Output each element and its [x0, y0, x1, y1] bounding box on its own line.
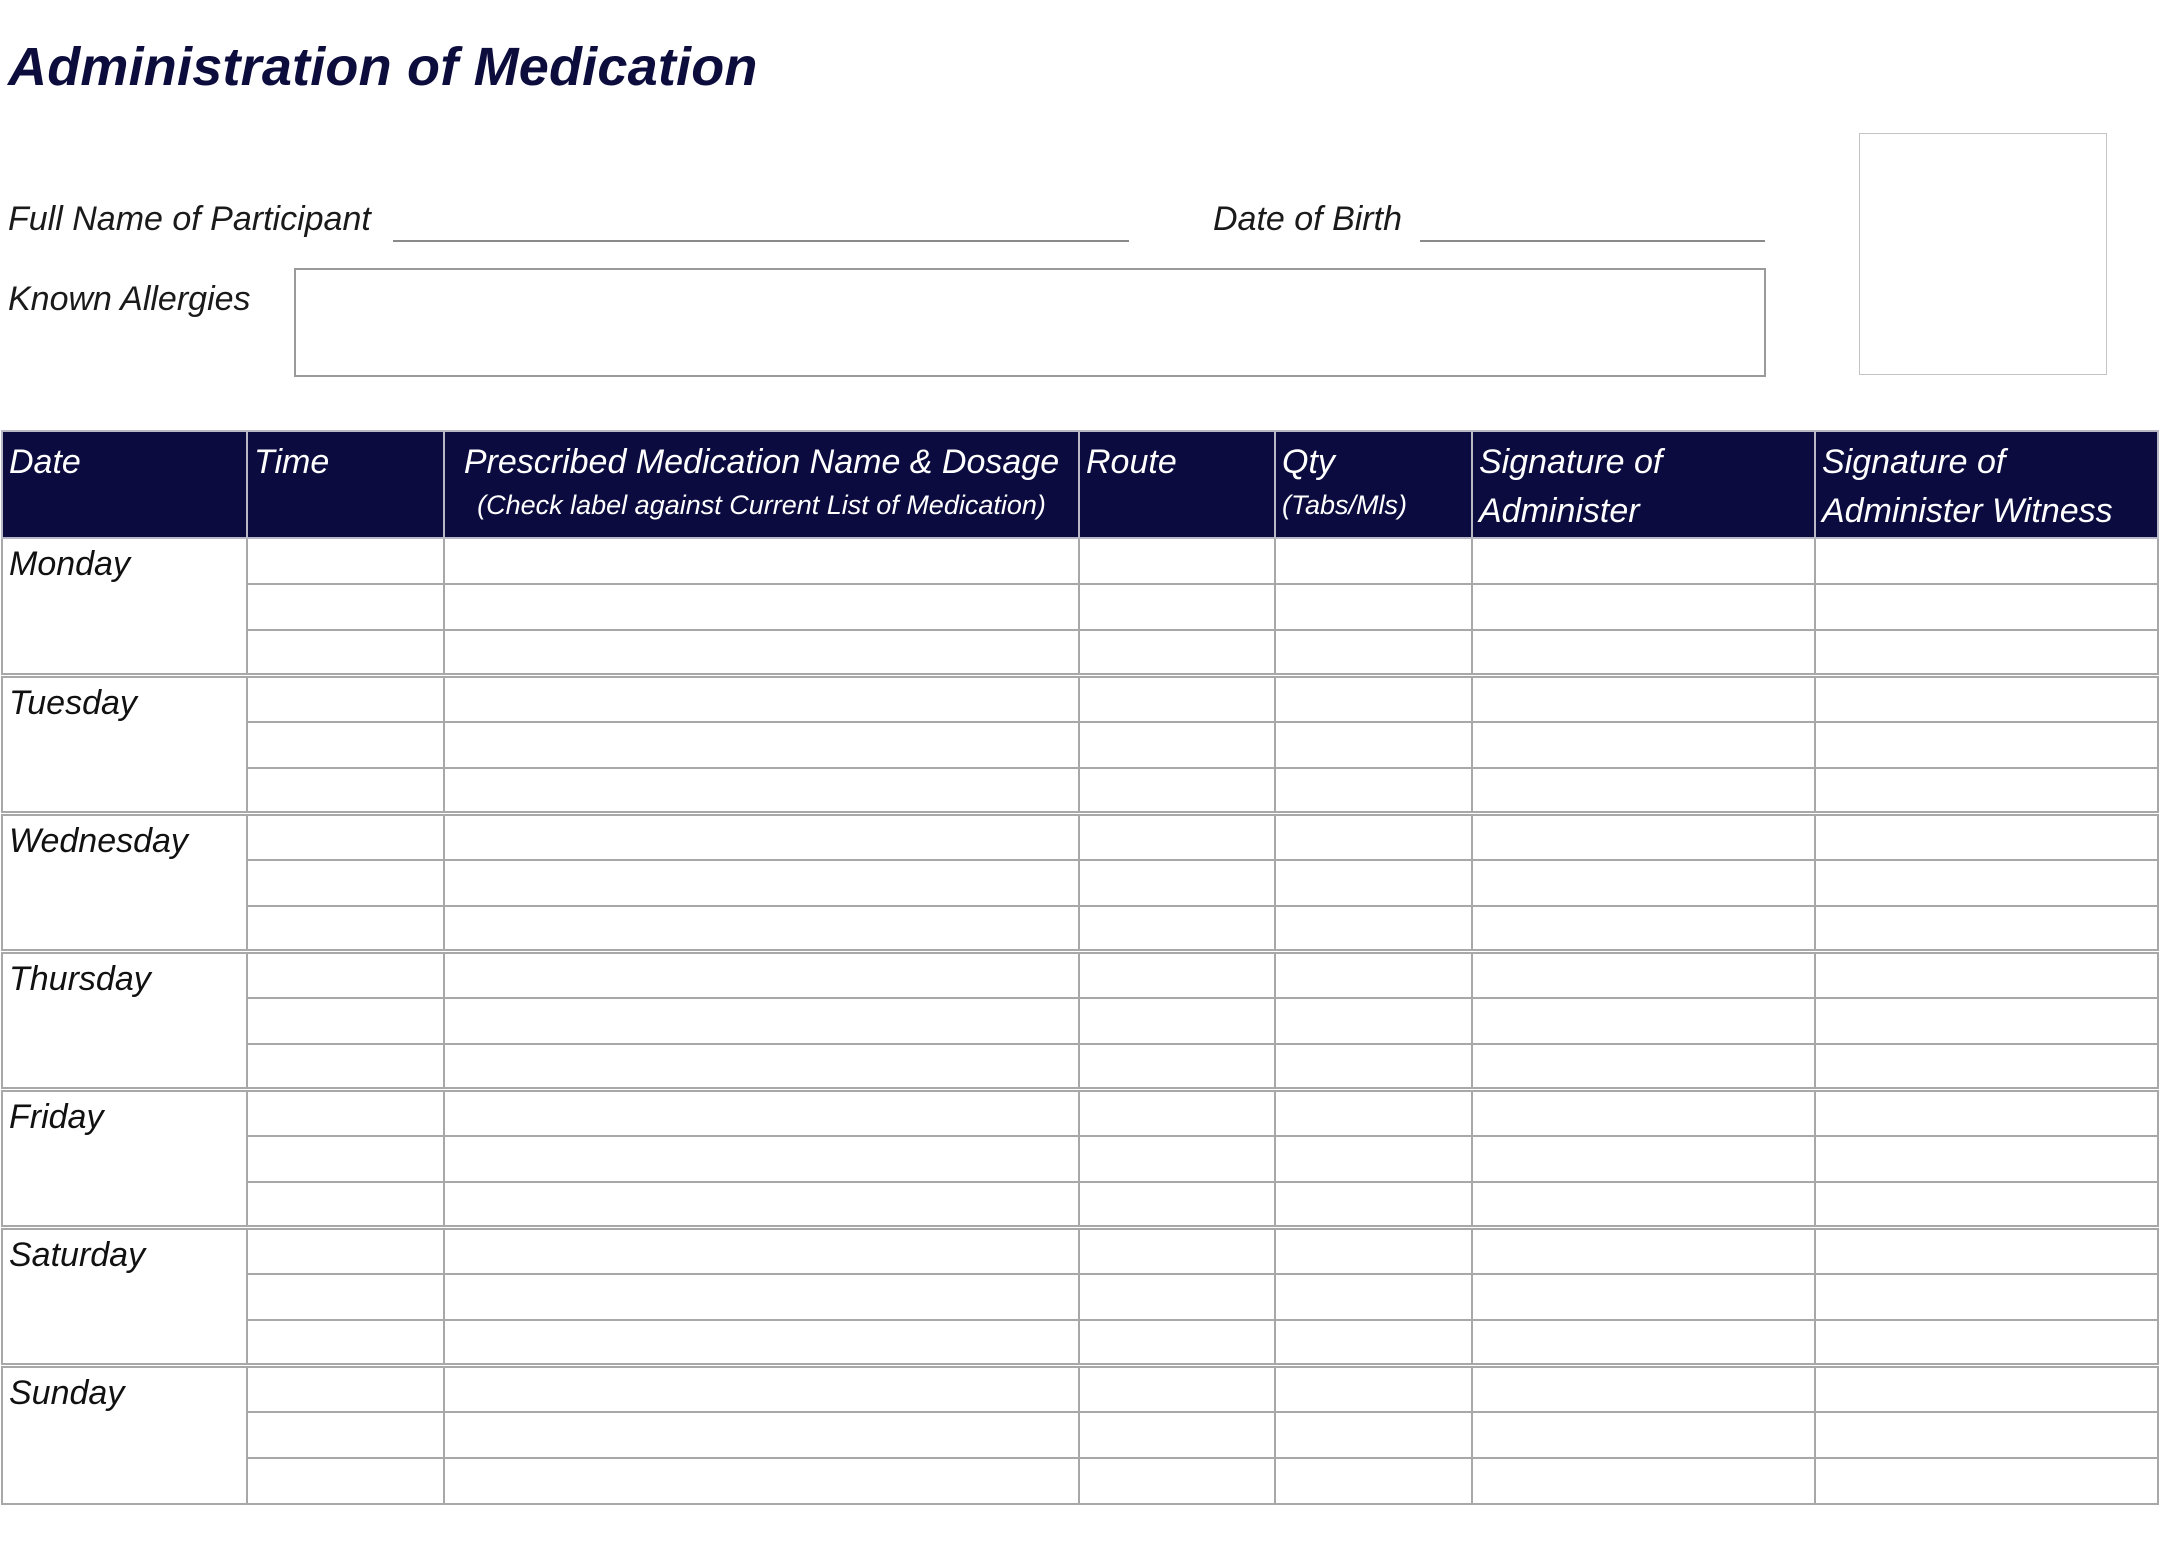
route-cell[interactable] — [1079, 998, 1275, 1044]
time-cell[interactable] — [247, 998, 444, 1044]
table-row — [2, 1044, 2158, 1090]
qty-cell[interactable] — [1275, 630, 1472, 676]
medication-cell[interactable] — [444, 1182, 1079, 1228]
medication-cell[interactable] — [444, 1320, 1079, 1366]
table-row — [2, 1090, 2158, 1136]
medication-cell[interactable] — [444, 1458, 1079, 1504]
signature-witness-cell[interactable] — [1815, 1320, 2158, 1366]
table-row — [2, 1412, 2158, 1458]
header-route: Route — [1079, 431, 1275, 538]
time-cell[interactable] — [247, 1136, 444, 1182]
table-row — [2, 1366, 2158, 1412]
qty-cell[interactable] — [1275, 1136, 1472, 1182]
medication-cell[interactable] — [444, 538, 1079, 584]
signature-administer-cell[interactable] — [1472, 1274, 1815, 1320]
time-cell[interactable] — [247, 1090, 444, 1136]
qty-cell[interactable] — [1275, 584, 1472, 630]
header-qty: Qty (Tabs/Mls) — [1275, 431, 1472, 538]
signature-witness-cell[interactable] — [1815, 584, 2158, 630]
table-row — [2, 860, 2158, 906]
signature-witness-cell[interactable] — [1815, 1366, 2158, 1412]
signature-administer-cell[interactable] — [1472, 630, 1815, 676]
medication-cell[interactable] — [444, 1090, 1079, 1136]
time-cell[interactable] — [247, 584, 444, 630]
medication-cell[interactable] — [444, 1228, 1079, 1274]
medication-cell[interactable] — [444, 1136, 1079, 1182]
time-cell[interactable] — [247, 1366, 444, 1412]
qty-cell[interactable] — [1275, 768, 1472, 814]
qty-cell[interactable] — [1275, 1458, 1472, 1504]
signature-administer-cell[interactable] — [1472, 538, 1815, 584]
medication-cell[interactable] — [444, 906, 1079, 952]
time-cell[interactable] — [247, 1274, 444, 1320]
signature-administer-cell[interactable] — [1472, 1228, 1815, 1274]
route-cell[interactable] — [1079, 1044, 1275, 1090]
day-label-thursday: Thursday — [2, 952, 247, 1090]
signature-witness-cell[interactable] — [1815, 1182, 2158, 1228]
header-signature-witness: Signature of Administer Witness — [1815, 431, 2158, 538]
signature-witness-cell[interactable] — [1815, 998, 2158, 1044]
table-row — [2, 676, 2158, 722]
signature-witness-cell[interactable] — [1815, 1458, 2158, 1504]
signature-witness-cell[interactable] — [1815, 538, 2158, 584]
signature-administer-cell[interactable] — [1472, 906, 1815, 952]
signature-administer-cell[interactable] — [1472, 860, 1815, 906]
dob-label: Date of Birth — [1213, 200, 1402, 238]
time-cell[interactable] — [247, 860, 444, 906]
day-label-wednesday: Wednesday — [2, 814, 247, 952]
route-cell[interactable] — [1079, 814, 1275, 860]
signature-administer-cell[interactable] — [1472, 1320, 1815, 1366]
route-cell[interactable] — [1079, 1182, 1275, 1228]
signature-witness-cell[interactable] — [1815, 860, 2158, 906]
qty-cell[interactable] — [1275, 814, 1472, 860]
signature-witness-cell[interactable] — [1815, 1228, 2158, 1274]
medication-cell[interactable] — [444, 998, 1079, 1044]
day-label-tuesday: Tuesday — [2, 676, 247, 814]
signature-witness-cell[interactable] — [1815, 1044, 2158, 1090]
table-row — [2, 1182, 2158, 1228]
signature-witness-cell[interactable] — [1815, 630, 2158, 676]
table-row — [2, 1320, 2158, 1366]
signature-administer-cell[interactable] — [1472, 1044, 1815, 1090]
table-row — [2, 998, 2158, 1044]
medication-table — [1, 430, 2159, 1505]
signature-witness-cell[interactable] — [1815, 1136, 2158, 1182]
qty-cell[interactable] — [1275, 1366, 1472, 1412]
medication-cell[interactable] — [444, 676, 1079, 722]
time-cell[interactable] — [247, 1228, 444, 1274]
signature-administer-cell[interactable] — [1472, 952, 1815, 998]
signature-witness-cell[interactable] — [1815, 814, 2158, 860]
signature-witness-cell[interactable] — [1815, 768, 2158, 814]
qty-cell[interactable] — [1275, 952, 1472, 998]
signature-witness-cell[interactable] — [1815, 676, 2158, 722]
time-cell[interactable] — [247, 1412, 444, 1458]
signature-administer-cell[interactable] — [1472, 1182, 1815, 1228]
table-row — [2, 814, 2158, 860]
route-cell[interactable] — [1079, 860, 1275, 906]
route-cell[interactable] — [1079, 1090, 1275, 1136]
day-label-friday: Friday — [2, 1090, 247, 1228]
time-cell[interactable] — [247, 906, 444, 952]
signature-witness-cell[interactable] — [1815, 1412, 2158, 1458]
table-row — [2, 1274, 2158, 1320]
qty-cell[interactable] — [1275, 860, 1472, 906]
allergies-label: Known Allergies — [8, 280, 251, 318]
signature-witness-cell[interactable] — [1815, 1274, 2158, 1320]
table-row — [2, 630, 2158, 676]
qty-cell[interactable] — [1275, 1044, 1472, 1090]
signature-witness-cell[interactable] — [1815, 906, 2158, 952]
time-cell[interactable] — [247, 1458, 444, 1504]
qty-cell[interactable] — [1275, 1274, 1472, 1320]
table-row — [2, 906, 2158, 952]
qty-cell[interactable] — [1275, 1412, 1472, 1458]
day-label-saturday: Saturday — [2, 1228, 247, 1366]
medication-cell[interactable] — [444, 722, 1079, 768]
medication-cell[interactable] — [444, 584, 1079, 630]
qty-cell[interactable] — [1275, 906, 1472, 952]
signature-administer-cell[interactable] — [1472, 998, 1815, 1044]
table-row — [2, 1136, 2158, 1182]
table-row — [2, 722, 2158, 768]
signature-administer-cell[interactable] — [1472, 584, 1815, 630]
signature-administer-cell[interactable] — [1472, 1136, 1815, 1182]
signature-witness-cell[interactable] — [1815, 952, 2158, 998]
route-cell[interactable] — [1079, 952, 1275, 998]
medication-cell[interactable] — [444, 630, 1079, 676]
table-row — [2, 1458, 2158, 1504]
header-date: Date — [2, 431, 247, 538]
time-cell[interactable] — [247, 722, 444, 768]
header-signature-administer: Signature of Administer — [1472, 431, 1815, 538]
qty-cell[interactable] — [1275, 722, 1472, 768]
header-medication: Prescribed Medication Name & Dosage (Check label against Current List of Medication) — [444, 431, 1079, 538]
medication-cell[interactable] — [444, 1412, 1079, 1458]
dob-field[interactable] — [1420, 240, 1765, 242]
qty-cell[interactable] — [1275, 1320, 1472, 1366]
route-cell[interactable] — [1079, 538, 1275, 584]
signature-witness-cell[interactable] — [1815, 722, 2158, 768]
full-name-field[interactable] — [393, 240, 1129, 242]
medication-cell[interactable] — [444, 1044, 1079, 1090]
signature-administer-cell[interactable] — [1472, 814, 1815, 860]
page-title: Administration of Medication — [8, 37, 758, 97]
signature-administer-cell[interactable] — [1472, 768, 1815, 814]
full-name-label: Full Name of Participant — [8, 200, 371, 238]
table-row — [2, 768, 2158, 814]
signature-administer-cell[interactable] — [1472, 676, 1815, 722]
route-cell[interactable] — [1079, 1366, 1275, 1412]
header-medication-note: (Check label against Current List of Medication) — [477, 490, 1046, 521]
medication-cell[interactable] — [444, 1274, 1079, 1320]
route-cell[interactable] — [1079, 1274, 1275, 1320]
time-cell[interactable] — [247, 1320, 444, 1366]
route-cell[interactable] — [1079, 1320, 1275, 1366]
day-label-sunday: Sunday — [2, 1366, 247, 1504]
time-cell[interactable] — [247, 814, 444, 860]
route-cell[interactable] — [1079, 722, 1275, 768]
qty-cell[interactable] — [1275, 538, 1472, 584]
table-row — [2, 1228, 2158, 1274]
medication-cell[interactable] — [444, 768, 1079, 814]
signature-administer-cell[interactable] — [1472, 1412, 1815, 1458]
table-row — [2, 584, 2158, 630]
table-row — [2, 538, 2158, 584]
route-cell[interactable] — [1079, 1228, 1275, 1274]
qty-cell[interactable] — [1275, 1182, 1472, 1228]
time-cell[interactable] — [247, 676, 444, 722]
route-cell[interactable] — [1079, 1136, 1275, 1182]
route-cell[interactable] — [1079, 676, 1275, 722]
route-cell[interactable] — [1079, 768, 1275, 814]
qty-cell[interactable] — [1275, 998, 1472, 1044]
qty-cell[interactable] — [1275, 1090, 1472, 1136]
time-cell[interactable] — [247, 952, 444, 998]
allergies-field[interactable] — [294, 268, 1766, 377]
qty-cell[interactable] — [1275, 1228, 1472, 1274]
route-cell[interactable] — [1079, 1412, 1275, 1458]
time-cell[interactable] — [247, 538, 444, 584]
route-cell[interactable] — [1079, 584, 1275, 630]
header-time: Time — [247, 431, 444, 538]
route-cell[interactable] — [1079, 630, 1275, 676]
medication-cell[interactable] — [444, 814, 1079, 860]
signature-administer-cell[interactable] — [1472, 1090, 1815, 1136]
table-header-row — [2, 431, 2158, 538]
table-body — [2, 538, 2158, 1504]
signature-administer-cell[interactable] — [1472, 1366, 1815, 1412]
day-label-monday: Monday — [2, 538, 247, 676]
route-cell[interactable] — [1079, 906, 1275, 952]
time-cell[interactable] — [247, 768, 444, 814]
route-cell[interactable] — [1079, 1458, 1275, 1504]
time-cell[interactable] — [247, 1044, 444, 1090]
signature-witness-cell[interactable] — [1815, 1090, 2158, 1136]
table-row — [2, 952, 2158, 998]
header-qty-note: (Tabs/Mls) — [1282, 490, 1408, 521]
signature-administer-cell[interactable] — [1472, 722, 1815, 768]
photo-box[interactable] — [1859, 133, 2107, 375]
medication-cell[interactable] — [444, 860, 1079, 906]
medication-cell[interactable] — [444, 952, 1079, 998]
qty-cell[interactable] — [1275, 676, 1472, 722]
time-cell[interactable] — [247, 630, 444, 676]
medication-cell[interactable] — [444, 1366, 1079, 1412]
signature-administer-cell[interactable] — [1472, 1458, 1815, 1504]
time-cell[interactable] — [247, 1182, 444, 1228]
